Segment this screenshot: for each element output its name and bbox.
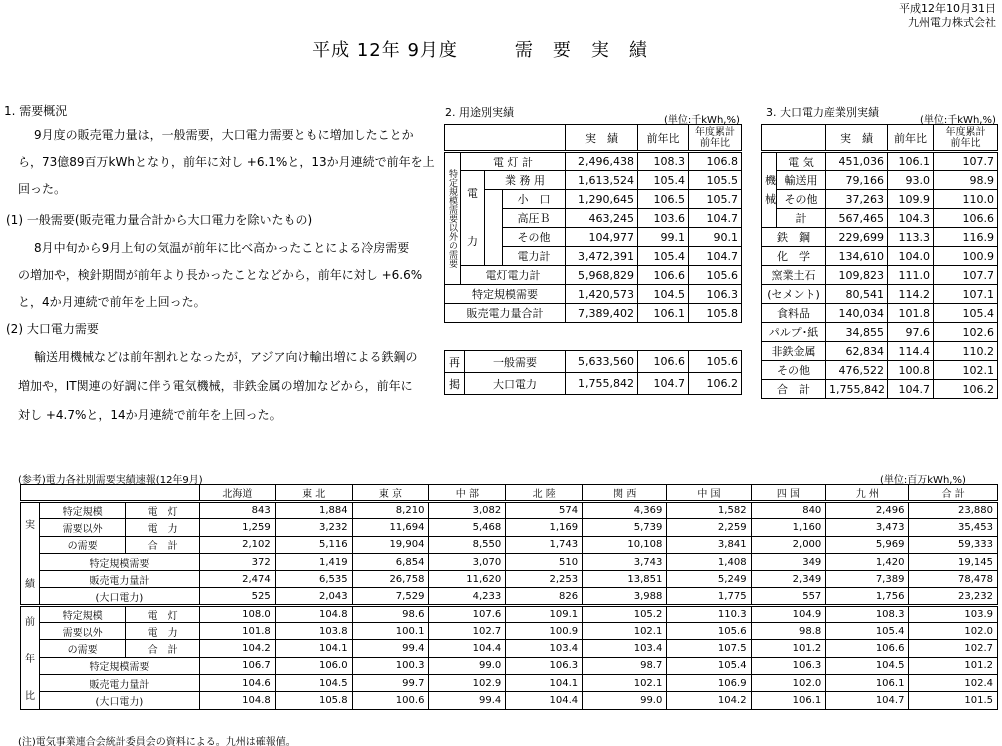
value-cell: 108.3 bbox=[826, 605, 909, 622]
company-header: 関 西 bbox=[583, 485, 667, 502]
value-cell: 106.6 bbox=[638, 266, 689, 285]
company-table bbox=[20, 484, 998, 710]
value-cell: 104.1 bbox=[506, 674, 583, 691]
value-cell: 105.6 bbox=[667, 623, 751, 640]
company-header: 四 国 bbox=[751, 485, 826, 502]
row-label: 非鉄金属 bbox=[762, 342, 826, 361]
section1-heading: 1. 需要概況 bbox=[4, 104, 68, 118]
value-cell: 1,160 bbox=[751, 519, 826, 536]
value-cell: 2,102 bbox=[199, 536, 275, 553]
row-sublabel: 電 灯 bbox=[126, 605, 200, 622]
value-cell: 105.4 bbox=[826, 623, 909, 640]
page-title: 平成 12年 9月度 需 要 実 績 bbox=[312, 40, 648, 61]
section3-unit: (単位:千kWh,%) bbox=[920, 115, 996, 126]
value-cell: 843 bbox=[199, 502, 275, 519]
row-label: 需要以外 bbox=[39, 519, 125, 536]
value-cell: 101.8 bbox=[199, 623, 275, 640]
value-cell: 1,408 bbox=[667, 553, 751, 570]
value-cell: 103.4 bbox=[506, 640, 583, 657]
value-cell: 106.8 bbox=[689, 152, 742, 171]
col-cumulative: 年度累計 前年比 bbox=[934, 125, 998, 152]
value-cell: 90.1 bbox=[689, 228, 742, 247]
value-cell: 107.1 bbox=[934, 285, 998, 304]
value-cell: 840 bbox=[751, 502, 826, 519]
row-label: 大口電力 bbox=[465, 373, 566, 395]
row-sublabel: 電 力 bbox=[126, 519, 200, 536]
value-cell: 109.1 bbox=[506, 605, 583, 622]
value-cell: 103.6 bbox=[638, 209, 689, 228]
value-cell: 79,166 bbox=[826, 171, 888, 190]
value-cell: 104.7 bbox=[888, 380, 934, 399]
value-cell: 5,969 bbox=[826, 536, 909, 553]
value-cell: 107.6 bbox=[429, 605, 506, 622]
value-cell: 106.6 bbox=[934, 209, 998, 228]
value-cell: 100.8 bbox=[888, 361, 934, 380]
value-cell: 1,775 bbox=[667, 588, 751, 605]
value-cell: 23,880 bbox=[909, 502, 998, 519]
value-cell: 104.5 bbox=[275, 674, 352, 691]
value-cell: 34,855 bbox=[826, 323, 888, 342]
row-label: の需要 bbox=[39, 536, 125, 553]
value-cell: 4,369 bbox=[583, 502, 667, 519]
row-label: の需要 bbox=[39, 640, 125, 657]
section2-unit: (単位:千kWh,%) bbox=[664, 115, 740, 126]
value-cell: 103.8 bbox=[275, 623, 352, 640]
company-header: 合 計 bbox=[909, 485, 998, 502]
value-cell: 1,169 bbox=[506, 519, 583, 536]
row-label: 電力計 bbox=[503, 247, 566, 266]
col-cumulative: 年度累計 前年比 bbox=[689, 125, 742, 152]
value-cell: 106.7 bbox=[199, 657, 275, 674]
value-cell: 463,245 bbox=[566, 209, 638, 228]
value-cell: 113.3 bbox=[888, 228, 934, 247]
overview-line: 8月中旬から9月上旬の気温が前年に比べ高かったことによる冷房需要 bbox=[34, 241, 410, 255]
row-label: 特定規模 bbox=[39, 502, 125, 519]
value-cell: 3,070 bbox=[429, 553, 506, 570]
overview-line: 増加や，IT関連の好調に伴う電気機械，非鉄金属の増加などから，前年に bbox=[18, 379, 413, 393]
value-cell: 110.2 bbox=[934, 342, 998, 361]
value-cell: 106.5 bbox=[638, 190, 689, 209]
overview-line: と，4か月連続で前年を上回った。 bbox=[18, 295, 206, 309]
value-cell: 105.8 bbox=[275, 692, 352, 709]
value-cell: 104.9 bbox=[751, 605, 826, 622]
row-label: その他 bbox=[503, 228, 566, 247]
value-cell: 19,904 bbox=[352, 536, 429, 553]
usage-table bbox=[444, 124, 742, 323]
value-cell: 104.1 bbox=[275, 640, 352, 657]
value-cell: 105.4 bbox=[638, 171, 689, 190]
row-label: 特定規模需要 bbox=[39, 553, 199, 570]
value-cell: 3,473 bbox=[826, 519, 909, 536]
value-cell: 98.8 bbox=[751, 623, 826, 640]
row-label: 窯業土石 bbox=[762, 266, 826, 285]
value-cell: 104.0 bbox=[888, 247, 934, 266]
value-cell: 104.2 bbox=[199, 640, 275, 657]
value-cell: 104.8 bbox=[275, 605, 352, 622]
value-cell: 93.0 bbox=[888, 171, 934, 190]
row-label: 合 計 bbox=[762, 380, 826, 399]
overview-line: の増加や，検針期間が前年より長かったことなどから，前年に対し +6.6% bbox=[18, 268, 423, 282]
row-sublabel: 合 計 bbox=[126, 536, 200, 553]
value-cell: 109.9 bbox=[888, 190, 934, 209]
row-label: (大口電力) bbox=[39, 692, 199, 709]
row-label: 輸送用 bbox=[777, 171, 826, 190]
value-cell: 2,496,438 bbox=[566, 152, 638, 171]
col-actual: 実 績 bbox=[566, 125, 638, 152]
value-cell: 510 bbox=[506, 553, 583, 570]
value-cell: 5,739 bbox=[583, 519, 667, 536]
value-cell: 10,108 bbox=[583, 536, 667, 553]
value-cell: 23,232 bbox=[909, 588, 998, 605]
value-cell: 13,851 bbox=[583, 571, 667, 588]
value-cell: 7,529 bbox=[352, 588, 429, 605]
value-cell: 59,333 bbox=[909, 536, 998, 553]
value-cell: 5,249 bbox=[667, 571, 751, 588]
row-label: 販売電力量合計 bbox=[445, 304, 566, 323]
value-cell: 8,550 bbox=[429, 536, 506, 553]
value-cell: 574 bbox=[506, 502, 583, 519]
company-header: 九 州 bbox=[826, 485, 909, 502]
overview-line: 9月度の販売電力量は，一般需要，大口電力需要ともに増加したことか bbox=[34, 128, 414, 142]
section3-heading: 3. 大口電力産業別実績 bbox=[766, 106, 879, 119]
value-cell: 104.7 bbox=[689, 209, 742, 228]
value-cell: 8,210 bbox=[352, 502, 429, 519]
value-cell: 6,854 bbox=[352, 553, 429, 570]
value-cell: 101.8 bbox=[888, 304, 934, 323]
value-cell: 2,496 bbox=[826, 502, 909, 519]
value-cell: 26,758 bbox=[352, 571, 429, 588]
value-cell: 1,420,573 bbox=[566, 285, 638, 304]
group-actual-label: 実 績 bbox=[21, 502, 40, 606]
row-label: パルプ･紙 bbox=[762, 323, 826, 342]
row-label: 化 学 bbox=[762, 247, 826, 266]
value-cell: 106.6 bbox=[638, 351, 689, 373]
machinery-label: 械 bbox=[762, 190, 777, 209]
value-cell: 557 bbox=[751, 588, 826, 605]
company-header: 中 部 bbox=[429, 485, 506, 502]
value-cell: 107.7 bbox=[934, 152, 998, 171]
row-sublabel: 電 灯 bbox=[126, 502, 200, 519]
value-cell: 229,699 bbox=[826, 228, 888, 247]
value-cell: 3,232 bbox=[275, 519, 352, 536]
overview-line: 輸送用機械などは前年割れとなったが，アジア向け輸出増による鉄鋼の bbox=[34, 350, 418, 364]
value-cell: 108.0 bbox=[199, 605, 275, 622]
value-cell: 102.0 bbox=[909, 623, 998, 640]
value-cell: 105.4 bbox=[638, 247, 689, 266]
value-cell: 104.7 bbox=[689, 247, 742, 266]
value-cell: 567,465 bbox=[826, 209, 888, 228]
value-cell: 101.2 bbox=[751, 640, 826, 657]
power-group-label: 電 力 bbox=[461, 171, 485, 266]
value-cell: 107.5 bbox=[667, 640, 751, 657]
row-label: その他 bbox=[762, 361, 826, 380]
value-cell: 1,290,645 bbox=[566, 190, 638, 209]
overview-line: ら，73億89百万kWhとなり，前年に対し +6.1%と，13か月連続で前年を上 bbox=[18, 155, 435, 169]
row-sublabel: 合 計 bbox=[126, 640, 200, 657]
row-label: 一般需要 bbox=[465, 351, 566, 373]
general-demand-heading: (1) 一般需要(販売電力量合計から大口電力を除いたもの) bbox=[6, 213, 313, 227]
value-cell: 102.9 bbox=[429, 674, 506, 691]
value-cell: 100.3 bbox=[352, 657, 429, 674]
value-cell: 102.7 bbox=[429, 623, 506, 640]
value-cell: 103.9 bbox=[909, 605, 998, 622]
row-label: (大口電力) bbox=[39, 588, 199, 605]
value-cell: 11,694 bbox=[352, 519, 429, 536]
value-cell: 104.7 bbox=[638, 373, 689, 395]
footnote: (注)電気事業連合会統計委員会の資料による。九州は確報値。 bbox=[18, 737, 296, 746]
value-cell: 106.3 bbox=[689, 285, 742, 304]
value-cell: 99.1 bbox=[638, 228, 689, 247]
value-cell: 111.0 bbox=[888, 266, 934, 285]
value-cell: 106.6 bbox=[826, 640, 909, 657]
row-label: 電 灯 計 bbox=[461, 152, 566, 171]
value-cell: 7,389 bbox=[826, 571, 909, 588]
row-label: 計 bbox=[777, 209, 826, 228]
value-cell: 1,743 bbox=[506, 536, 583, 553]
company-header: 東 京 bbox=[352, 485, 429, 502]
value-cell: 100.9 bbox=[934, 247, 998, 266]
value-cell: 104.5 bbox=[638, 285, 689, 304]
value-cell: 2,259 bbox=[667, 519, 751, 536]
value-cell: 100.9 bbox=[506, 623, 583, 640]
row-label: 需要以外 bbox=[39, 623, 125, 640]
value-cell: 105.6 bbox=[689, 351, 742, 373]
value-cell: 104.4 bbox=[506, 692, 583, 709]
value-cell: 106.1 bbox=[888, 152, 934, 171]
reference-caption: (参考)電力各社別需要実績速報(12年9月) bbox=[18, 475, 203, 486]
value-cell: 102.0 bbox=[751, 674, 826, 691]
company-header: 北海道 bbox=[199, 485, 275, 502]
value-cell: 2,000 bbox=[751, 536, 826, 553]
col-yoy: 前年比 bbox=[888, 125, 934, 152]
value-cell: 1,259 bbox=[199, 519, 275, 536]
row-label: 食料品 bbox=[762, 304, 826, 323]
value-cell: 105.4 bbox=[934, 304, 998, 323]
value-cell: 99.0 bbox=[429, 657, 506, 674]
company-name: 九州電力株式会社 bbox=[908, 16, 996, 29]
row-label: 鉄 鋼 bbox=[762, 228, 826, 247]
value-cell: 349 bbox=[751, 553, 826, 570]
row-label: 特定規模 bbox=[39, 605, 125, 622]
col-actual: 実 績 bbox=[826, 125, 888, 152]
value-cell: 106.3 bbox=[506, 657, 583, 674]
value-cell: 826 bbox=[506, 588, 583, 605]
value-cell: 98.7 bbox=[583, 657, 667, 674]
value-cell: 104.8 bbox=[199, 692, 275, 709]
row-label: 販売電力量計 bbox=[39, 571, 199, 588]
row-label: 特定規模需要 bbox=[445, 285, 566, 304]
value-cell: 3,082 bbox=[429, 502, 506, 519]
value-cell: 97.6 bbox=[888, 323, 934, 342]
value-cell: 35,453 bbox=[909, 519, 998, 536]
value-cell: 104.7 bbox=[826, 692, 909, 709]
value-cell: 2,474 bbox=[199, 571, 275, 588]
value-cell: 107.7 bbox=[934, 266, 998, 285]
value-cell: 108.3 bbox=[638, 152, 689, 171]
value-cell: 3,472,391 bbox=[566, 247, 638, 266]
value-cell: 110.0 bbox=[934, 190, 998, 209]
value-cell: 106.1 bbox=[751, 692, 826, 709]
row-label: 小 口 bbox=[503, 190, 566, 209]
value-cell: 62,834 bbox=[826, 342, 888, 361]
report-date: 平成12年10月31日 bbox=[899, 2, 996, 15]
value-cell: 3,743 bbox=[583, 553, 667, 570]
value-cell: 98.6 bbox=[352, 605, 429, 622]
value-cell: 102.1 bbox=[583, 623, 667, 640]
value-cell: 134,610 bbox=[826, 247, 888, 266]
value-cell: 451,036 bbox=[826, 152, 888, 171]
value-cell: 3,841 bbox=[667, 536, 751, 553]
value-cell: 116.9 bbox=[934, 228, 998, 247]
value-cell: 6,535 bbox=[275, 571, 352, 588]
value-cell: 1,755,842 bbox=[566, 373, 638, 395]
value-cell: 1,613,524 bbox=[566, 171, 638, 190]
value-cell: 2,043 bbox=[275, 588, 352, 605]
value-cell: 101.5 bbox=[909, 692, 998, 709]
machinery-label: 機 bbox=[762, 171, 777, 190]
reference-unit: (単位:百万kWh,%) bbox=[880, 475, 966, 486]
value-cell: 110.3 bbox=[667, 605, 751, 622]
row-label: その他 bbox=[777, 190, 826, 209]
value-cell: 5,468 bbox=[429, 519, 506, 536]
value-cell: 5,968,829 bbox=[566, 266, 638, 285]
value-cell: 101.2 bbox=[909, 657, 998, 674]
value-cell: 106.1 bbox=[826, 674, 909, 691]
value-cell: 1,884 bbox=[275, 502, 352, 519]
value-cell: 1,755,842 bbox=[826, 380, 888, 399]
industry-table bbox=[761, 124, 998, 399]
value-cell: 5,116 bbox=[275, 536, 352, 553]
row-label: 業 務 用 bbox=[485, 171, 566, 190]
value-cell: 104.2 bbox=[667, 692, 751, 709]
overview-line: 回った。 bbox=[18, 182, 67, 196]
value-cell: 106.3 bbox=[751, 657, 826, 674]
value-cell: 106.2 bbox=[934, 380, 998, 399]
value-cell: 104.3 bbox=[888, 209, 934, 228]
value-cell: 105.5 bbox=[689, 171, 742, 190]
group-yoy-label: 前 年 比 bbox=[21, 605, 40, 709]
re-listing-table bbox=[444, 350, 742, 395]
company-header: 北 陸 bbox=[506, 485, 583, 502]
value-cell: 4,233 bbox=[429, 588, 506, 605]
side-label-non-specified: 特定規模需要以外の需要 bbox=[445, 152, 461, 285]
value-cell: 3,988 bbox=[583, 588, 667, 605]
value-cell: 525 bbox=[199, 588, 275, 605]
value-cell: 372 bbox=[199, 553, 275, 570]
value-cell: 1,756 bbox=[826, 588, 909, 605]
value-cell: 99.4 bbox=[429, 692, 506, 709]
value-cell: 103.4 bbox=[583, 640, 667, 657]
row-label: 高圧Ｂ bbox=[503, 209, 566, 228]
value-cell: 104.6 bbox=[199, 674, 275, 691]
value-cell: 106.2 bbox=[689, 373, 742, 395]
row-sublabel: 電 力 bbox=[126, 623, 200, 640]
re-side-label: 掲 bbox=[445, 373, 465, 395]
value-cell: 2,253 bbox=[506, 571, 583, 588]
value-cell: 102.1 bbox=[934, 361, 998, 380]
value-cell: 80,541 bbox=[826, 285, 888, 304]
value-cell: 104.4 bbox=[429, 640, 506, 657]
value-cell: 106.9 bbox=[667, 674, 751, 691]
value-cell: 99.7 bbox=[352, 674, 429, 691]
value-cell: 105.7 bbox=[689, 190, 742, 209]
value-cell: 105.2 bbox=[583, 605, 667, 622]
value-cell: 99.0 bbox=[583, 692, 667, 709]
value-cell: 102.1 bbox=[583, 674, 667, 691]
value-cell: 2,349 bbox=[751, 571, 826, 588]
value-cell: 100.6 bbox=[352, 692, 429, 709]
value-cell: 11,620 bbox=[429, 571, 506, 588]
row-label: 特定規模需要 bbox=[39, 657, 199, 674]
company-header: 中 国 bbox=[667, 485, 751, 502]
value-cell: 109,823 bbox=[826, 266, 888, 285]
value-cell: 37,263 bbox=[826, 190, 888, 209]
value-cell: 104.5 bbox=[826, 657, 909, 674]
value-cell: 102.7 bbox=[909, 640, 998, 657]
row-label: (セメント) bbox=[762, 285, 826, 304]
value-cell: 102.4 bbox=[909, 674, 998, 691]
re-side-label: 再 bbox=[445, 351, 465, 373]
value-cell: 100.1 bbox=[352, 623, 429, 640]
value-cell: 140,034 bbox=[826, 304, 888, 323]
value-cell: 5,633,560 bbox=[566, 351, 638, 373]
company-header: 東 北 bbox=[275, 485, 352, 502]
col-yoy: 前年比 bbox=[638, 125, 689, 152]
value-cell: 114.4 bbox=[888, 342, 934, 361]
value-cell: 105.4 bbox=[667, 657, 751, 674]
large-power-heading: (2) 大口電力需要 bbox=[6, 322, 99, 336]
row-label: 電 気 bbox=[777, 152, 826, 171]
value-cell: 105.8 bbox=[689, 304, 742, 323]
value-cell: 1,582 bbox=[667, 502, 751, 519]
value-cell: 102.6 bbox=[934, 323, 998, 342]
value-cell: 104,977 bbox=[566, 228, 638, 247]
value-cell: 476,522 bbox=[826, 361, 888, 380]
value-cell: 106.1 bbox=[638, 304, 689, 323]
value-cell: 105.6 bbox=[689, 266, 742, 285]
value-cell: 98.9 bbox=[934, 171, 998, 190]
value-cell: 1,420 bbox=[826, 553, 909, 570]
value-cell: 78,478 bbox=[909, 571, 998, 588]
value-cell: 7,389,402 bbox=[566, 304, 638, 323]
value-cell: 106.0 bbox=[275, 657, 352, 674]
value-cell: 99.4 bbox=[352, 640, 429, 657]
value-cell: 1,419 bbox=[275, 553, 352, 570]
row-label: 電灯電力計 bbox=[461, 266, 566, 285]
value-cell: 114.2 bbox=[888, 285, 934, 304]
value-cell: 19,145 bbox=[909, 553, 998, 570]
overview-line: 対し +4.7%と，14か月連続で前年を上回った。 bbox=[18, 408, 282, 422]
section2-heading: 2. 用途別実績 bbox=[445, 106, 514, 119]
row-label: 販売電力量計 bbox=[39, 674, 199, 691]
